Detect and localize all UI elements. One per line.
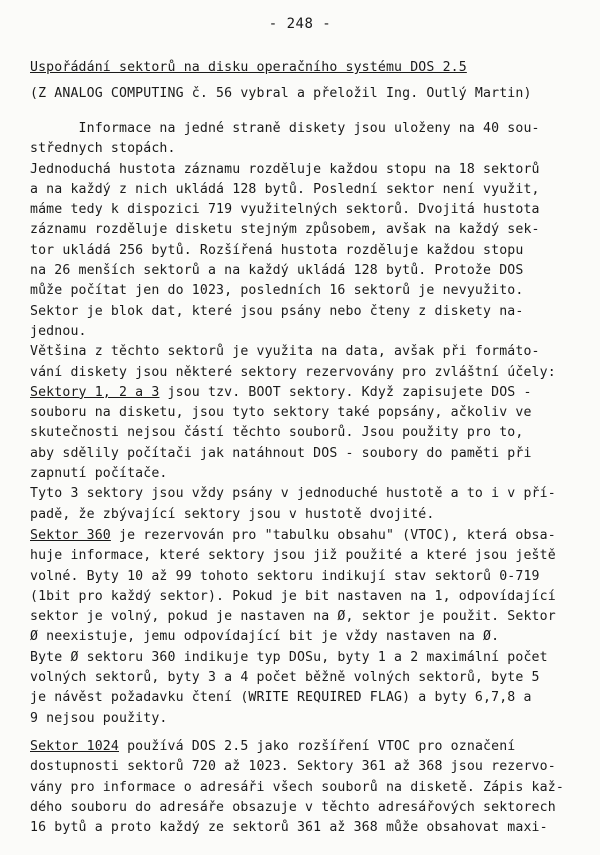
boot-sectors-text: jsou tzv. BOOT sektory. Když zapisujete DOS - — [159, 384, 532, 400]
text-line: sektor je volný, pokud je nastaven na Ø, sektor je použit. Sektor — [30, 609, 556, 625]
text-line: dostupnosti sektorů 720 až 1023. Sektory 361 až 368 jsou rezervo- — [30, 759, 556, 775]
text-line: 9 nejsou použity. — [30, 710, 168, 726]
document-subtitle: (Z ANALOG COMPUTING č. 56 vybral a přeložil Ing. Outlý Martin) — [30, 86, 532, 101]
page-number: - 248 - — [268, 16, 332, 32]
text-line: a na každý z nich ukládá 128 bytů. Poslední sektor není využit, — [30, 181, 540, 197]
text-line: na 26 menších sektorů a na každý ukládá 128 bytů. Protože DOS — [30, 263, 524, 279]
paragraph-sector-360 — [30, 526, 575, 729]
paragraph-sector-1024 — [30, 737, 575, 838]
text-line: (1bit pro každý sektor). Pokud je bit nastaven na 1, odpovídající — [30, 588, 556, 604]
text-line: huje informace, které sektory jsou již použité a které jsou ještě — [30, 548, 556, 564]
text-line: Byte Ø sektoru 360 indikuje typ DOSu, byty 1 a 2 maximální počet — [30, 649, 548, 665]
text-line: máme tedy k dispozici 719 využitelných sektorů. Dvojitá hustota — [30, 202, 540, 218]
text-line: tor ukládá 256 bytů. Rozšířená hustota rozděluje každou stopu — [30, 242, 524, 258]
text-line: Tyto 3 sektory jsou vždy psány v jednoduché hustotě a to i v pří- — [30, 486, 556, 502]
text-line: skutečnosti nejsou částí těchto souborů. Jsou použity pro to, — [30, 425, 524, 441]
boot-lines — [30, 403, 575, 525]
text-line: Informace na jedné straně diskety jsou uloženy na 40 sou- — [30, 121, 540, 136]
text-line: volných sektorů, byty 3 a 4 počet běžně volných sektorů, byte 5 — [30, 670, 540, 686]
text-line: 16 bytů a proto každý ze sektorů 361 až 368 může obsahovat maxi- — [30, 820, 548, 836]
heading-block — [30, 58, 575, 78]
intro-lines — [30, 119, 575, 383]
subtitle-block — [30, 84, 575, 104]
paragraph-intro — [30, 119, 575, 525]
text-line: vání diskety jsou některé sektory rezervovány pro zvláštní účely: — [30, 364, 556, 380]
sector-360-text: je rezervován pro "tabulku obsahu" (VTOC), která obsa- — [110, 528, 556, 543]
sector-1024-line — [30, 737, 575, 757]
text-line: jednou. — [30, 323, 87, 339]
sector-1024-lines — [30, 757, 575, 838]
text-line: může počítat jen do 1023, posledních 16 sektorů je nevyužito. — [30, 283, 524, 299]
text-line: volné. Byty 10 až 99 tohoto sektoru indikují stav sektorů 0-719 — [30, 568, 540, 584]
text-line: záznamu rozděluje disketu stejným způsobem, avšak na každý sek- — [30, 222, 540, 238]
text-line: dého souboru do adresáře obsazuje v těchto adresářových sektorech — [30, 799, 556, 815]
text-line: vány pro informace o adresáři všech souborů na disketě. Zápis kaž- — [30, 779, 564, 795]
text-line: zapnutí počítače. — [30, 466, 168, 482]
text-line: Jednoduchá hustota záznamu rozděluje každou stopu na 18 sektorů — [30, 161, 540, 177]
sector-360-line — [30, 526, 575, 546]
sector-360-lines — [30, 546, 575, 729]
text-line: je návěst požadavku čtení (WRITE REQUIRED FLAG) a byty 6,7,8 a — [30, 690, 532, 706]
text-line: Sektor je blok dat, které jsou psány nebo čteny z diskety na- — [30, 303, 524, 319]
text-line: padě, že zbývající sektory jsou v hustotě dvojité. — [30, 506, 435, 522]
text-line: aby sdělily počítači jak natáhnout DOS - soubory do paměti při — [30, 445, 532, 461]
boot-sectors-line — [30, 383, 575, 403]
boot-sectors-label: Sektory 1, 2 a 3 — [30, 384, 160, 400]
text-line: Ø neexistuje, jemu odpovídající bit je vždy nastaven na Ø. — [30, 629, 500, 645]
text-line: souboru na disketu, jsou tyto sektory také popsány, ačkoliv ve — [30, 405, 532, 421]
text-line: Většina z těchto sektorů je využita na data, avšak při formáto- — [30, 344, 540, 360]
sector-1024-label: Sektor 1024 — [30, 739, 119, 754]
document-title: Uspořádání sektorů na disku operačního systému DOS 2.5 — [30, 60, 467, 75]
sector-1024-text: používá DOS 2.5 jako rozšíření VTOC pro označení — [119, 739, 516, 754]
sector-360-label: Sektor 360 — [30, 528, 111, 543]
text-line: střednych stopách. — [30, 141, 176, 157]
